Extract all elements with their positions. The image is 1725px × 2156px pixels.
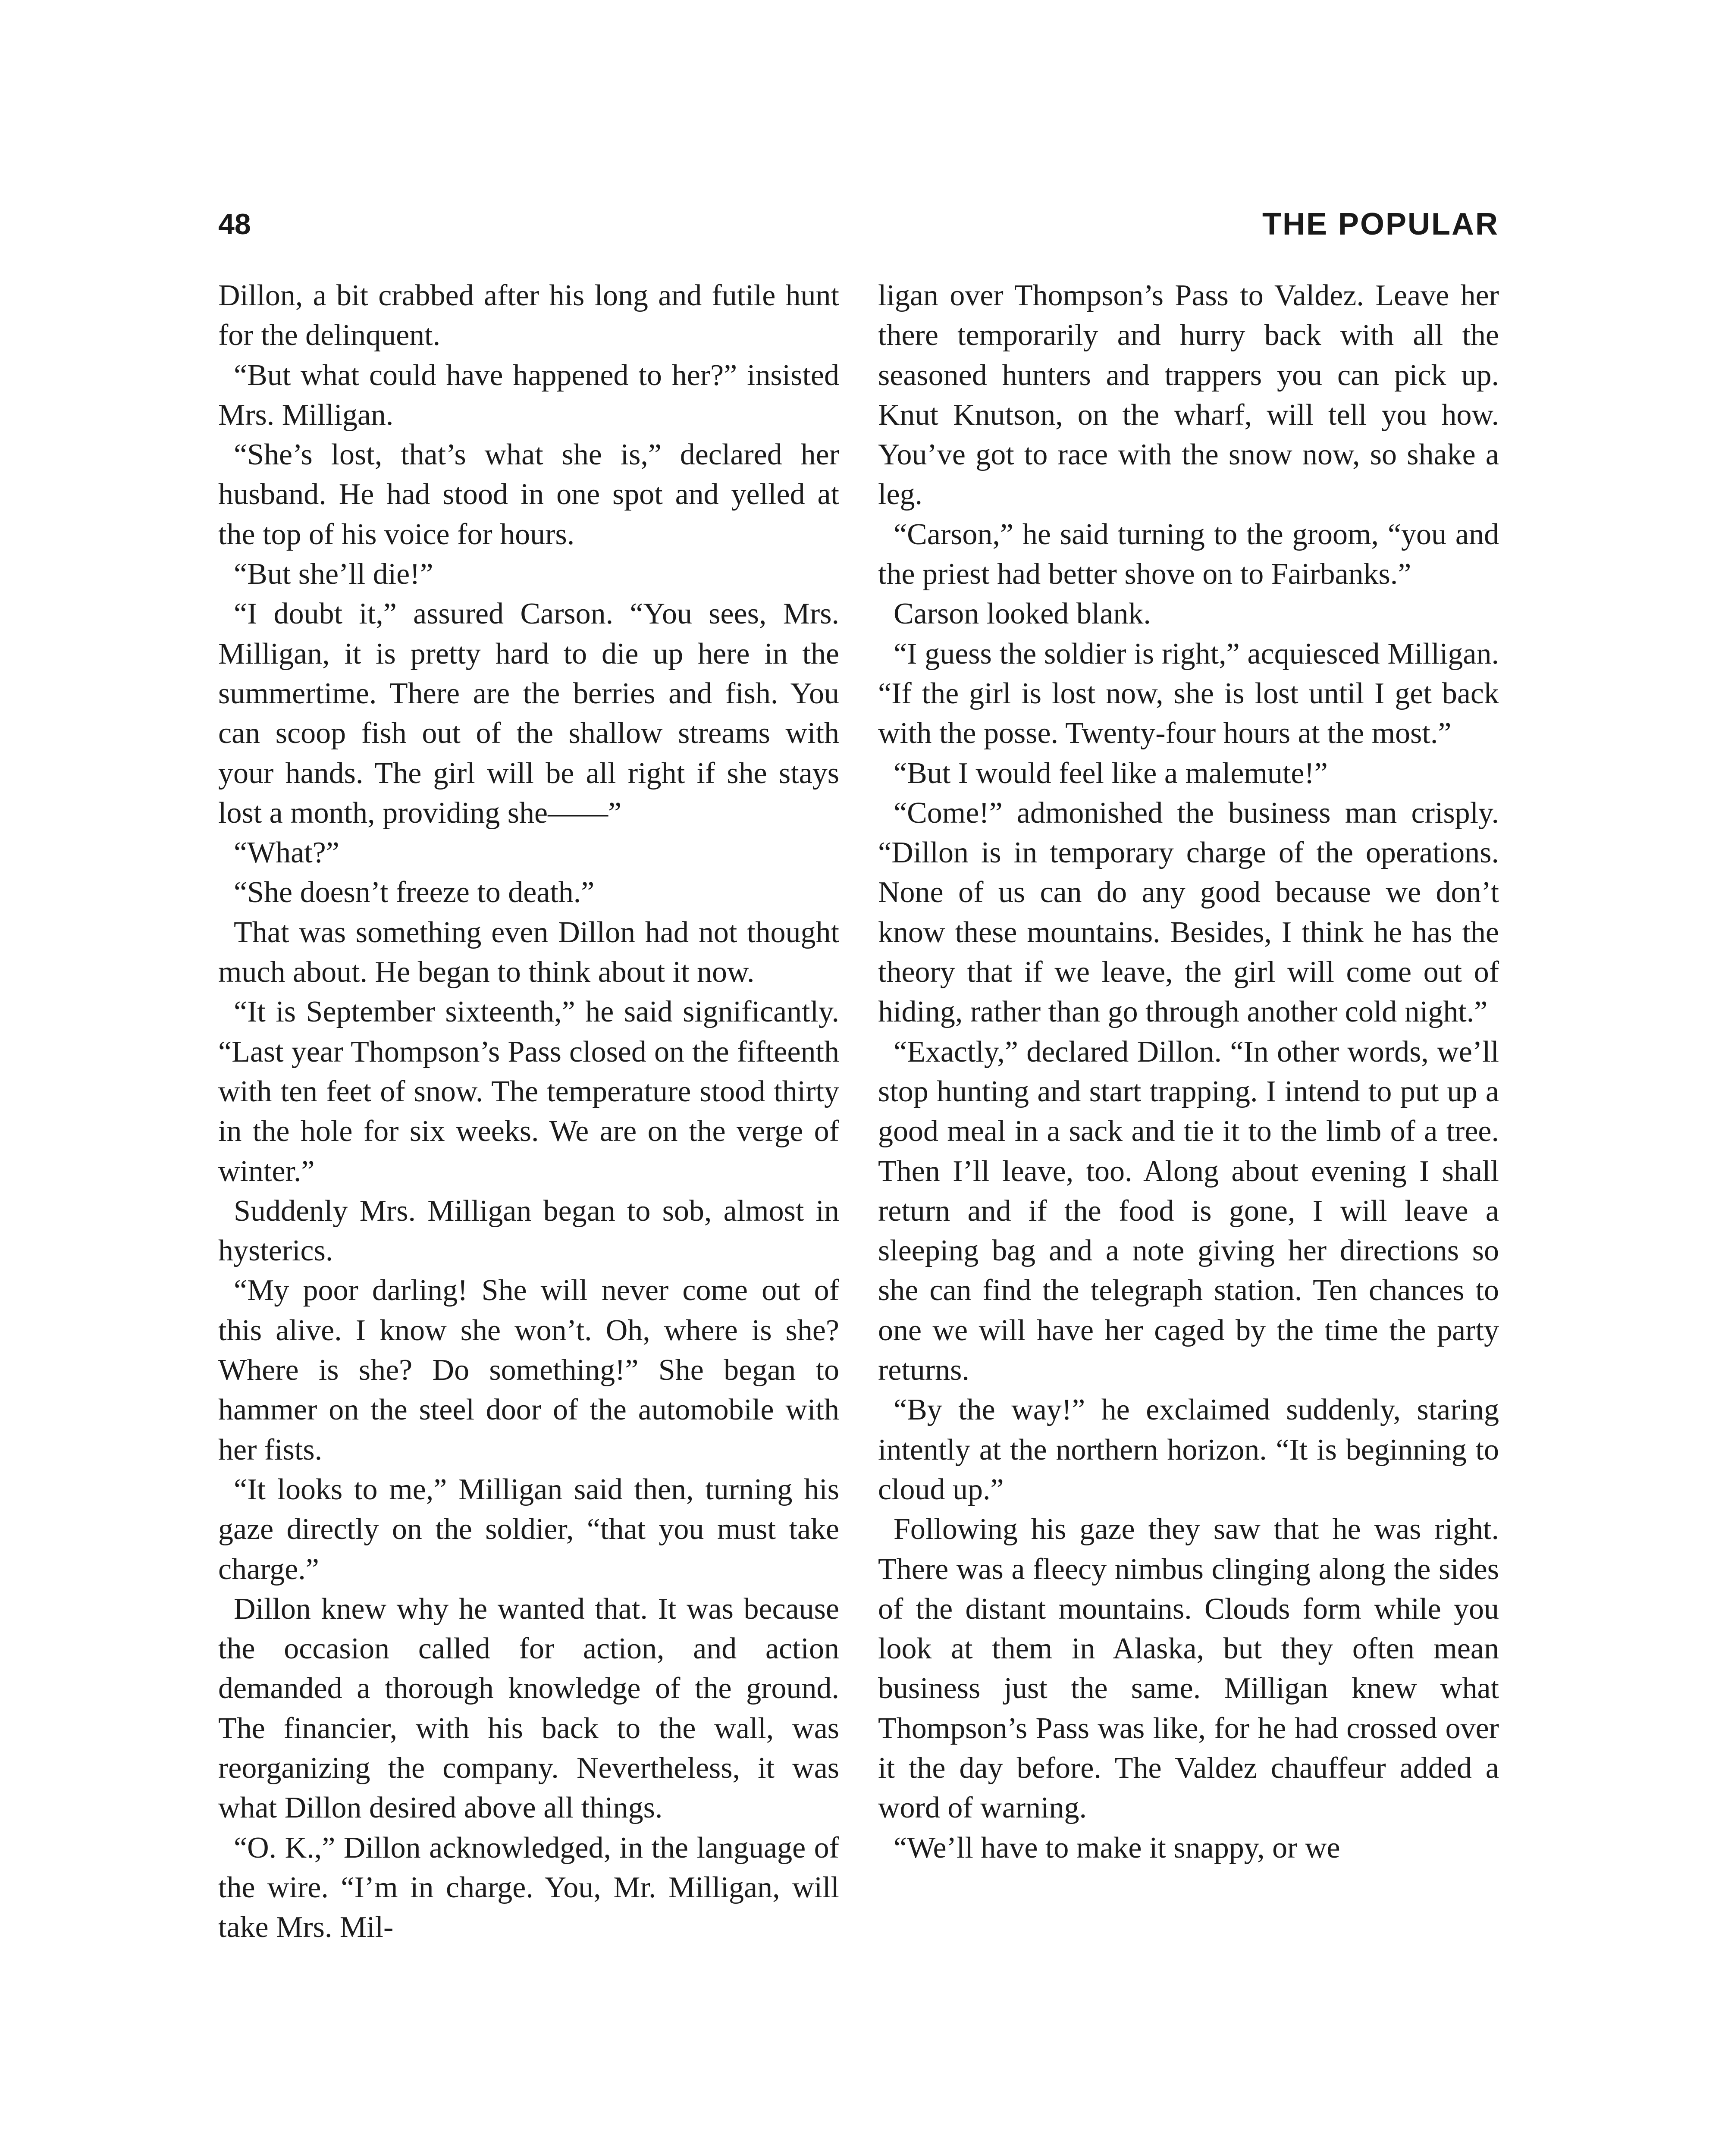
paragraph: “By the way!” he exclaimed suddenly, staring intently at the northern horizon. “It is beginning to cloud up.”	[878, 1393, 1499, 1506]
left-column	[218, 276, 839, 1947]
paragraph: “O. K.,” Dillon acknowledged, in the language of the wire. “I’m in charge. You, Mr. Milligan, will take Mrs. Mil-	[218, 1831, 839, 1944]
paragraph: “But she’ll die!”	[234, 558, 433, 591]
paragraph: Carson looked blank.	[894, 597, 1151, 631]
page-number: 48	[218, 208, 251, 241]
paragraph: “Carson,” he said turning to the groom, “you and the priest had better shove on to Fairbanks.”	[878, 517, 1499, 591]
paragraph: “Come!” admonished the business man crisply. “Dillon is in temporary charge of the operations. None of us can do any good because we don’t know these mountains. Besides, I think he has the theory that if we leave, the girl will come out of hiding, rather than go through another cold night.”	[878, 796, 1499, 1029]
paragraph: “It is September sixteenth,” he said significantly. “Last year Thompson’s Pass closed on the fifteenth with ten feet of snow. The temperature stood thirty in the hole for six weeks. We are on the verge of winter.”	[218, 995, 839, 1188]
paragraph: Suddenly Mrs. Milligan began to sob, almost in hysterics.	[218, 1194, 839, 1268]
paragraph: “But I would feel like a malemute!”	[894, 756, 1328, 790]
paragraph: “But what could have happened to her?” insisted Mrs. Milligan.	[218, 358, 839, 432]
paragraph: That was something even Dillon had not thought much about. He began to think about it now.	[218, 915, 839, 989]
paragraph: “I guess the soldier is right,” acquiesced Milligan. “If the girl is lost now, she is lost until I get back with the posse. Twenty-four hours at the most.”	[878, 637, 1499, 750]
page-header	[218, 203, 1499, 250]
paragraph: Dillon, a bit crabbed after his long and futile hunt for the delinquent.	[218, 279, 839, 352]
paragraph: “She doesn’t freeze to death.”	[234, 876, 595, 909]
paragraph: “She’s lost, that’s what she is,” declared her husband. He had stood in one spot and yelled at the top of his voice for hours.	[218, 438, 839, 551]
running-head: THE POPULAR	[1262, 207, 1499, 241]
paragraph: Dillon knew why he wanted that. It was because the occasion called for action, and action demanded a thorough knowledge of the ground. The financier, with his back to the wall, was reorganizing the company. Nevertheless, it was what Dillon desired above all things.	[218, 1592, 839, 1825]
paragraph: “We’ll have to make it snappy, or we	[894, 1831, 1340, 1865]
paragraph: “What?”	[234, 836, 339, 870]
paragraph: ligan over Thompson’s Pass to Valdez. Leave her there temporarily and hurry back with all the seasoned hunters and trappers you can pick up. Knut Knutson, on the wharf, will tell you how. You’ve got to race with the snow now, so shake a leg.	[878, 279, 1499, 511]
paragraph: “My poor darling! She will never come out of this alive. I know she won’t. Oh, where is she? Where is she? Do something!” She began to hammer on the steel door of the automobile with her fists.	[218, 1274, 839, 1467]
paragraph: “Exactly,” declared Dillon. “In other words, we’ll stop hunting and start trapping. I intend to put up a good meal in a sack and tie it to the limb of a tree. Then I’ll leave, too. Along about evening I shall return and if the food is gone, I will leave a sleeping bag and a note giving her directions so she can find the telegraph station. Ten chances to one we will have her caged by the time the party returns.	[878, 1035, 1499, 1387]
paragraph: Following his gaze they saw that he was right. There was a fleecy nimbus clinging along the sides of the distant mountains. Clouds form while you look at them in Alaska, but they often mean business just the same. Milligan knew what Thompson’s Pass was like, for he had crossed over it the day before. The Valdez chauffeur added a word of warning.	[878, 1513, 1499, 1825]
paragraph: “I doubt it,” assured Carson. “You sees, Mrs. Milligan, it is pretty hard to die up here in the summertime. There are the berries and fish. You can scoop fish out of the shallow streams with your hands. The girl will be all right if she stays lost a month, providing she——”	[218, 597, 839, 830]
paragraph: “It looks to me,” Milligan said then, turning his gaze directly on the soldier, “that you must take charge.”	[218, 1473, 839, 1586]
right-column	[878, 276, 1499, 1868]
